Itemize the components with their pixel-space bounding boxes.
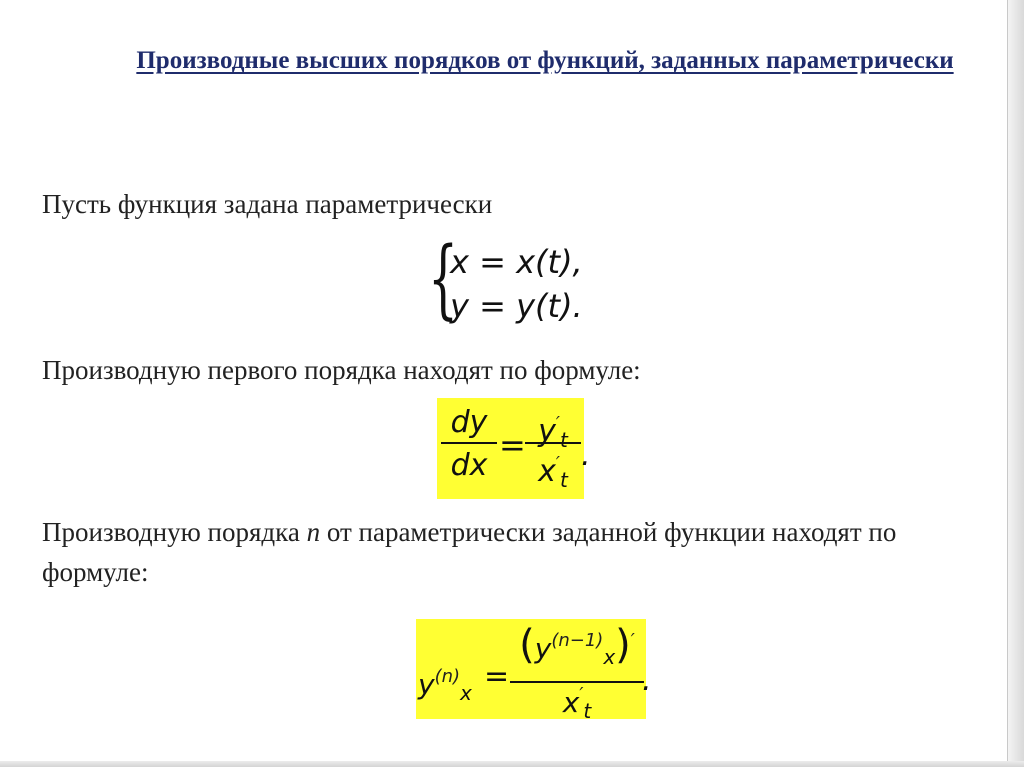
fraction-dy-dx [441,404,497,488]
slide-frame-bottom [0,761,1024,767]
formula-period: . [581,438,591,473]
formula-period-2: . [642,663,652,698]
denominator-xt-2: $x'_t$ [562,684,592,723]
paragraph-first-derivative: Производную первого порядка находят по формуле: [42,355,641,385]
system-row-x: x = x(t), [450,243,583,281]
paragraph-intro: Пусть функция задана параметрически [42,189,493,219]
fraction-yt-xt [525,404,581,492]
formula-nth-derivative [416,619,652,723]
denominator-dx: dx [450,448,488,483]
variable-n: n [306,517,321,547]
lhs-yx-n: $y^{(n)}_x$ [418,666,472,705]
denominator-xt: $x'_t$ [538,453,568,492]
parametric-system [428,229,608,330]
numerator-yt: $y'_t$ [525,404,581,444]
numerator-yx-n-minus-1: $(y^{(n-1)}_x)'$ [510,621,644,683]
equals-sign-2: = [484,659,510,694]
system-row-y: y = y(t). [450,287,583,325]
numerator-dy: dy [441,404,497,444]
slide-frame-right [1007,0,1024,767]
formula-first-derivative [437,398,591,499]
equals-sign: = [499,426,526,464]
curly-brace-icon: { [428,229,459,329]
paragraph-nth-derivative: Производную порядка n от параметрически заданной функции находят по формуле: [42,517,897,587]
slide-title: Производные высших порядков от функций, заданных параметрически [136,47,954,74]
